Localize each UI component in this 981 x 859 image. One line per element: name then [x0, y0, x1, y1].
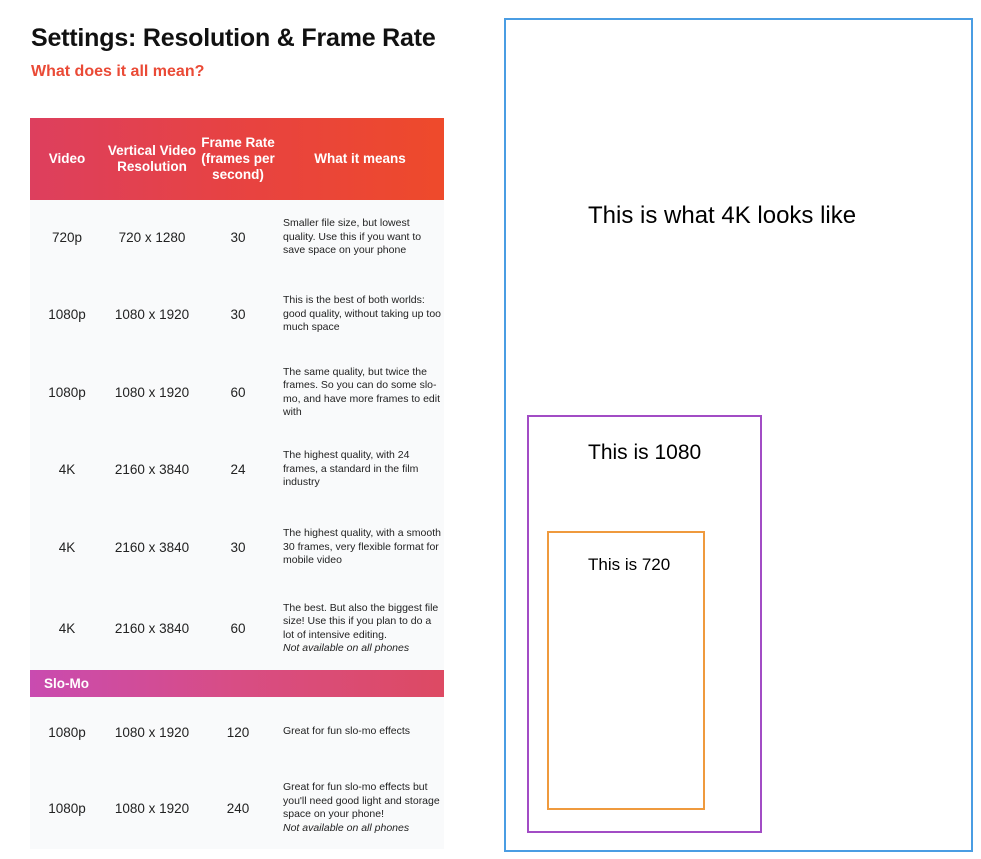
cell-fps: 30: [230, 230, 246, 245]
cell-fps: 30: [230, 307, 246, 322]
cell-fps: 24: [230, 462, 246, 477]
label-4k: This is what 4K looks like: [588, 202, 857, 229]
cell-fps: 30: [230, 540, 246, 555]
meaning-text: The highest quality, with 24 frames, a standard in the film industry: [283, 449, 419, 489]
availability-note: Not available on all phones: [283, 642, 410, 654]
header-meaning: What it means: [314, 151, 406, 166]
meaning-text: Smaller file size, but lowest quality. Use this if you want to save space on your phone: [283, 217, 422, 257]
cell-fps: 60: [230, 385, 246, 400]
table-row: [30, 697, 444, 767]
cell-meaning: [276, 366, 444, 420]
table-header: [30, 118, 444, 200]
table-row: [30, 275, 444, 354]
cell-meaning: [276, 449, 444, 490]
cell-resolution: 720 x 1280: [118, 230, 186, 245]
meaning-text: This is the best of both worlds: good quality, without taking up too much space: [283, 294, 441, 334]
label-1080: This is 1080: [588, 441, 702, 464]
cell-video: 1080p: [48, 307, 86, 322]
cell-video: 720p: [51, 230, 83, 245]
cell-meaning: [276, 725, 444, 739]
meaning-text: The same quality, but twice the frames. So you can do some slo-mo, and have more frames to edit with: [283, 365, 440, 418]
cell-resolution: 1080 x 1920: [114, 724, 190, 740]
cell-resolution: 1080 x 1920: [114, 800, 190, 816]
meaning-text: Great for fun slo-mo effects: [283, 725, 411, 738]
cell-meaning: [276, 294, 444, 335]
cell-meaning: [276, 217, 444, 258]
cell-video: 4K: [58, 462, 76, 477]
cell-meaning: [276, 781, 444, 835]
cell-video: 1080p: [48, 800, 86, 816]
cell-video: 4K: [58, 540, 76, 555]
header-video: Video: [48, 151, 86, 166]
cell-resolution: 1080 x 1920: [114, 307, 190, 322]
table-body: [30, 200, 444, 670]
slomo-section-header: Slo-Mo: [30, 670, 444, 697]
cell-video: 1080p: [48, 724, 86, 740]
meaning-text: Great for fun slo-mo effects but you'll need good light and storage space on your phone!: [283, 781, 440, 820]
cell-meaning: [276, 527, 444, 568]
cell-fps: 120: [226, 724, 250, 740]
label-720: This is 720: [588, 555, 671, 574]
page-title: Settings: Resolution & Frame Rate: [31, 24, 436, 52]
table-row: [30, 200, 444, 275]
table-row: [30, 508, 444, 587]
cell-meaning: [276, 602, 444, 656]
table-row: [30, 587, 444, 670]
header-resolution: Vertical Video Resolution: [107, 143, 197, 174]
meaning-text: The best. But also the biggest file size! Use this if you plan to do a lot of intensive editing.: [283, 601, 439, 641]
cell-resolution: 2160 x 3840: [114, 462, 190, 477]
slomo-table-body: [30, 697, 444, 849]
page-subtitle: What does it all mean?: [31, 63, 205, 80]
cell-video: 1080p: [48, 385, 86, 400]
cell-resolution: 1080 x 1920: [114, 385, 190, 400]
header-frame-rate: Frame Rate (frames per second): [201, 135, 275, 182]
table-row: [30, 431, 444, 508]
cell-fps: 240: [226, 800, 250, 816]
table-row: [30, 354, 444, 431]
settings-table: [30, 118, 444, 849]
meaning-text: The highest quality, with a smooth 30 frames, very flexible format for mobile video: [283, 527, 441, 567]
table-row: [30, 767, 444, 849]
cell-resolution: 2160 x 3840: [114, 540, 190, 555]
cell-video: 4K: [58, 621, 76, 636]
cell-fps: 60: [230, 621, 246, 636]
cell-resolution: 2160 x 3840: [114, 621, 190, 636]
availability-note: Not available on all phones: [283, 821, 410, 834]
